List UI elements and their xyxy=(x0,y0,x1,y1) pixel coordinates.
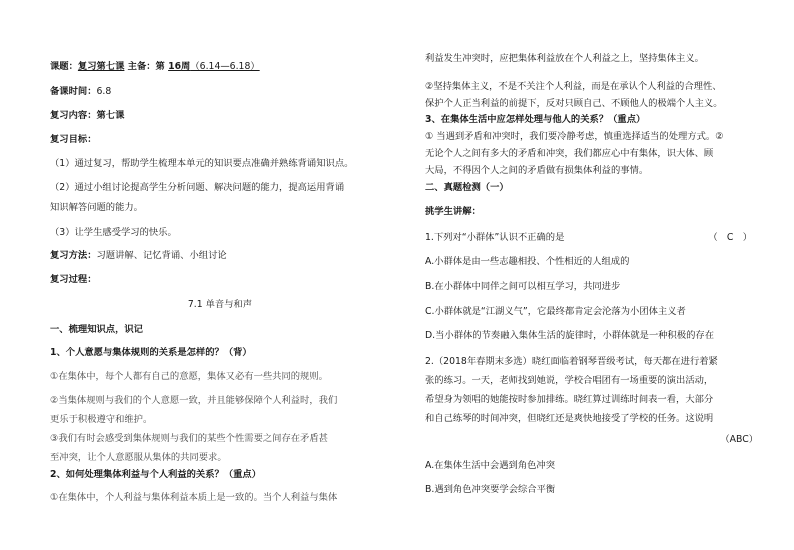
q1-line: ②当集体规则与我们的个人意愿一致，并且能够保障个人利益时，我们 xyxy=(50,395,338,406)
goal-line: （2）通过小组讨论提高学生分析问题、解决问题的能力，提高运用背诵 xyxy=(50,182,345,193)
q3-title: 3、在集体生活中应怎样处理与他人的关系？（重点） xyxy=(425,114,646,125)
goal-line: 知识解答问题的能力。 xyxy=(50,202,143,213)
q3-line: ① 当遇到矛盾和冲突时，我们要冷静考虑，慎重选择适当的处理方式。② xyxy=(425,131,724,142)
q2-line: ②坚持集体主义，不是不关注个人利益，而是在承认个人利益的合理性、 xyxy=(425,81,722,92)
q3-line: 无论个人之间有多大的矛盾和冲突，我们都应心中有集体，识大体、顾 xyxy=(425,148,714,159)
preparer-label: 主备： xyxy=(124,61,156,72)
part1-title: 一、梳理知识点，识记 xyxy=(50,324,143,335)
review-method xyxy=(50,250,227,262)
mc2-stem-line: 和自己练琴的时间冲突，但晓红还是爽快地接受了学校的任务。这说明 xyxy=(425,413,714,424)
review-content-label: 复习内容： xyxy=(50,110,97,121)
section-title: 7.1 单音与和声 xyxy=(187,299,253,310)
week-prefix: 第 xyxy=(155,61,169,72)
mc1-option: B.在小群体中同伴之间可以相互学习，共同进步 xyxy=(425,281,621,292)
mc2-stem-line: 希望身为领唱的她能按时参加排练。晓红算过训练时间表一看，大部分 xyxy=(425,394,714,405)
prep-time-label: 备课时间： xyxy=(50,86,97,97)
prep-time xyxy=(50,86,111,98)
q1-title: 1、个人意愿与集体规则的关系是怎样的？（背） xyxy=(50,347,252,358)
student-explain-title: 挑学生讲解： xyxy=(425,206,481,217)
right-column xyxy=(425,0,770,550)
process-title: 复习过程： xyxy=(50,274,97,285)
mc1-option: A.小群体是由一些志趣相投、个性相近的人组成的 xyxy=(425,256,630,267)
q2-line: 保护个人正当利益的前提下，反对只顾自己、不顾他人的极端个人主义。 xyxy=(425,98,723,109)
q1-line: 更乐于积极遵守和维护。 xyxy=(50,414,153,425)
q2-title: 2、如何处理集体利益与个人利益的关系？（重点） xyxy=(50,469,262,480)
q1-line: ③我们有时会感受到集体规则与我们的某些个性需要之间存在矛盾甚 xyxy=(50,433,328,444)
mc2-stem-line: 张的练习。一天，老师找到她说，学校合唱团有一场重要的演出活动， xyxy=(425,375,714,386)
mc2-stem-line: 2.（2018年春期末多选）晓红面临着钢琴晋级考试，每天都在进行着紧 xyxy=(425,356,718,367)
q1-line: 至冲突，让个人意愿服从集体的共同要求。 xyxy=(50,452,227,463)
mc1-stem-text: 1.下列对“小群体”认识不正确的是 xyxy=(425,232,565,243)
q2-line: ①在集体中，个人利益与集体利益本质上是一致的。当个人利益与集体 xyxy=(50,492,338,503)
topic-label: 课题： xyxy=(50,61,78,72)
q2-line: 利益发生冲突时，应把集体利益放在个人利益之上，坚持集体主义。 xyxy=(425,53,704,64)
mc1-option: D.当小群体的节奏融入集体生活的旋律时，小群体就是一种积极的存在 xyxy=(425,330,715,341)
q3-line: 大局，不得因个人之间的矛盾做有损集体利益的事情。 xyxy=(425,165,649,176)
week-number: 16 xyxy=(168,61,182,72)
goal-line: （1）通过复习，帮助学生梳理本单元的知识要点准确并熟练背诵知识点。 xyxy=(50,158,354,169)
prep-time-value: 6.8 xyxy=(96,86,112,97)
review-content-value: 第七课 xyxy=(96,110,125,121)
q1-line: ①在集体中，每个人都有自己的意愿，集体又必有一些共同的规则。 xyxy=(50,371,328,382)
week-range: （6.14—6.18） xyxy=(190,61,260,72)
left-column xyxy=(50,0,390,550)
goal-line: （3）让学生感受学习的快乐。 xyxy=(50,227,177,238)
review-method-value: 习题讲解、记忆背诵、小组讨论 xyxy=(96,250,227,261)
week-suffix: 周 xyxy=(181,61,191,72)
topic-value: 复习第七课 xyxy=(77,61,125,72)
review-method-label: 复习方法： xyxy=(50,250,97,261)
mc2-option: A.在集体生活中会遇到角色冲突 xyxy=(425,460,556,471)
mc2-answer: （ABC） xyxy=(720,434,758,445)
part2-title: 二、真题检测（一） xyxy=(425,182,509,193)
mc1-stem xyxy=(425,232,770,244)
mc1-option: C.小群体就是“江湖义气”，它最终都肯定会沦落为小团体主义者 xyxy=(425,306,686,317)
lesson-header xyxy=(50,61,260,73)
review-content xyxy=(50,110,124,122)
mc1-answer: （ C ） xyxy=(708,232,752,243)
mc2-option: B.遇到角色冲突要学会综合平衡 xyxy=(425,484,556,495)
goals-title: 复习目标： xyxy=(50,134,97,145)
